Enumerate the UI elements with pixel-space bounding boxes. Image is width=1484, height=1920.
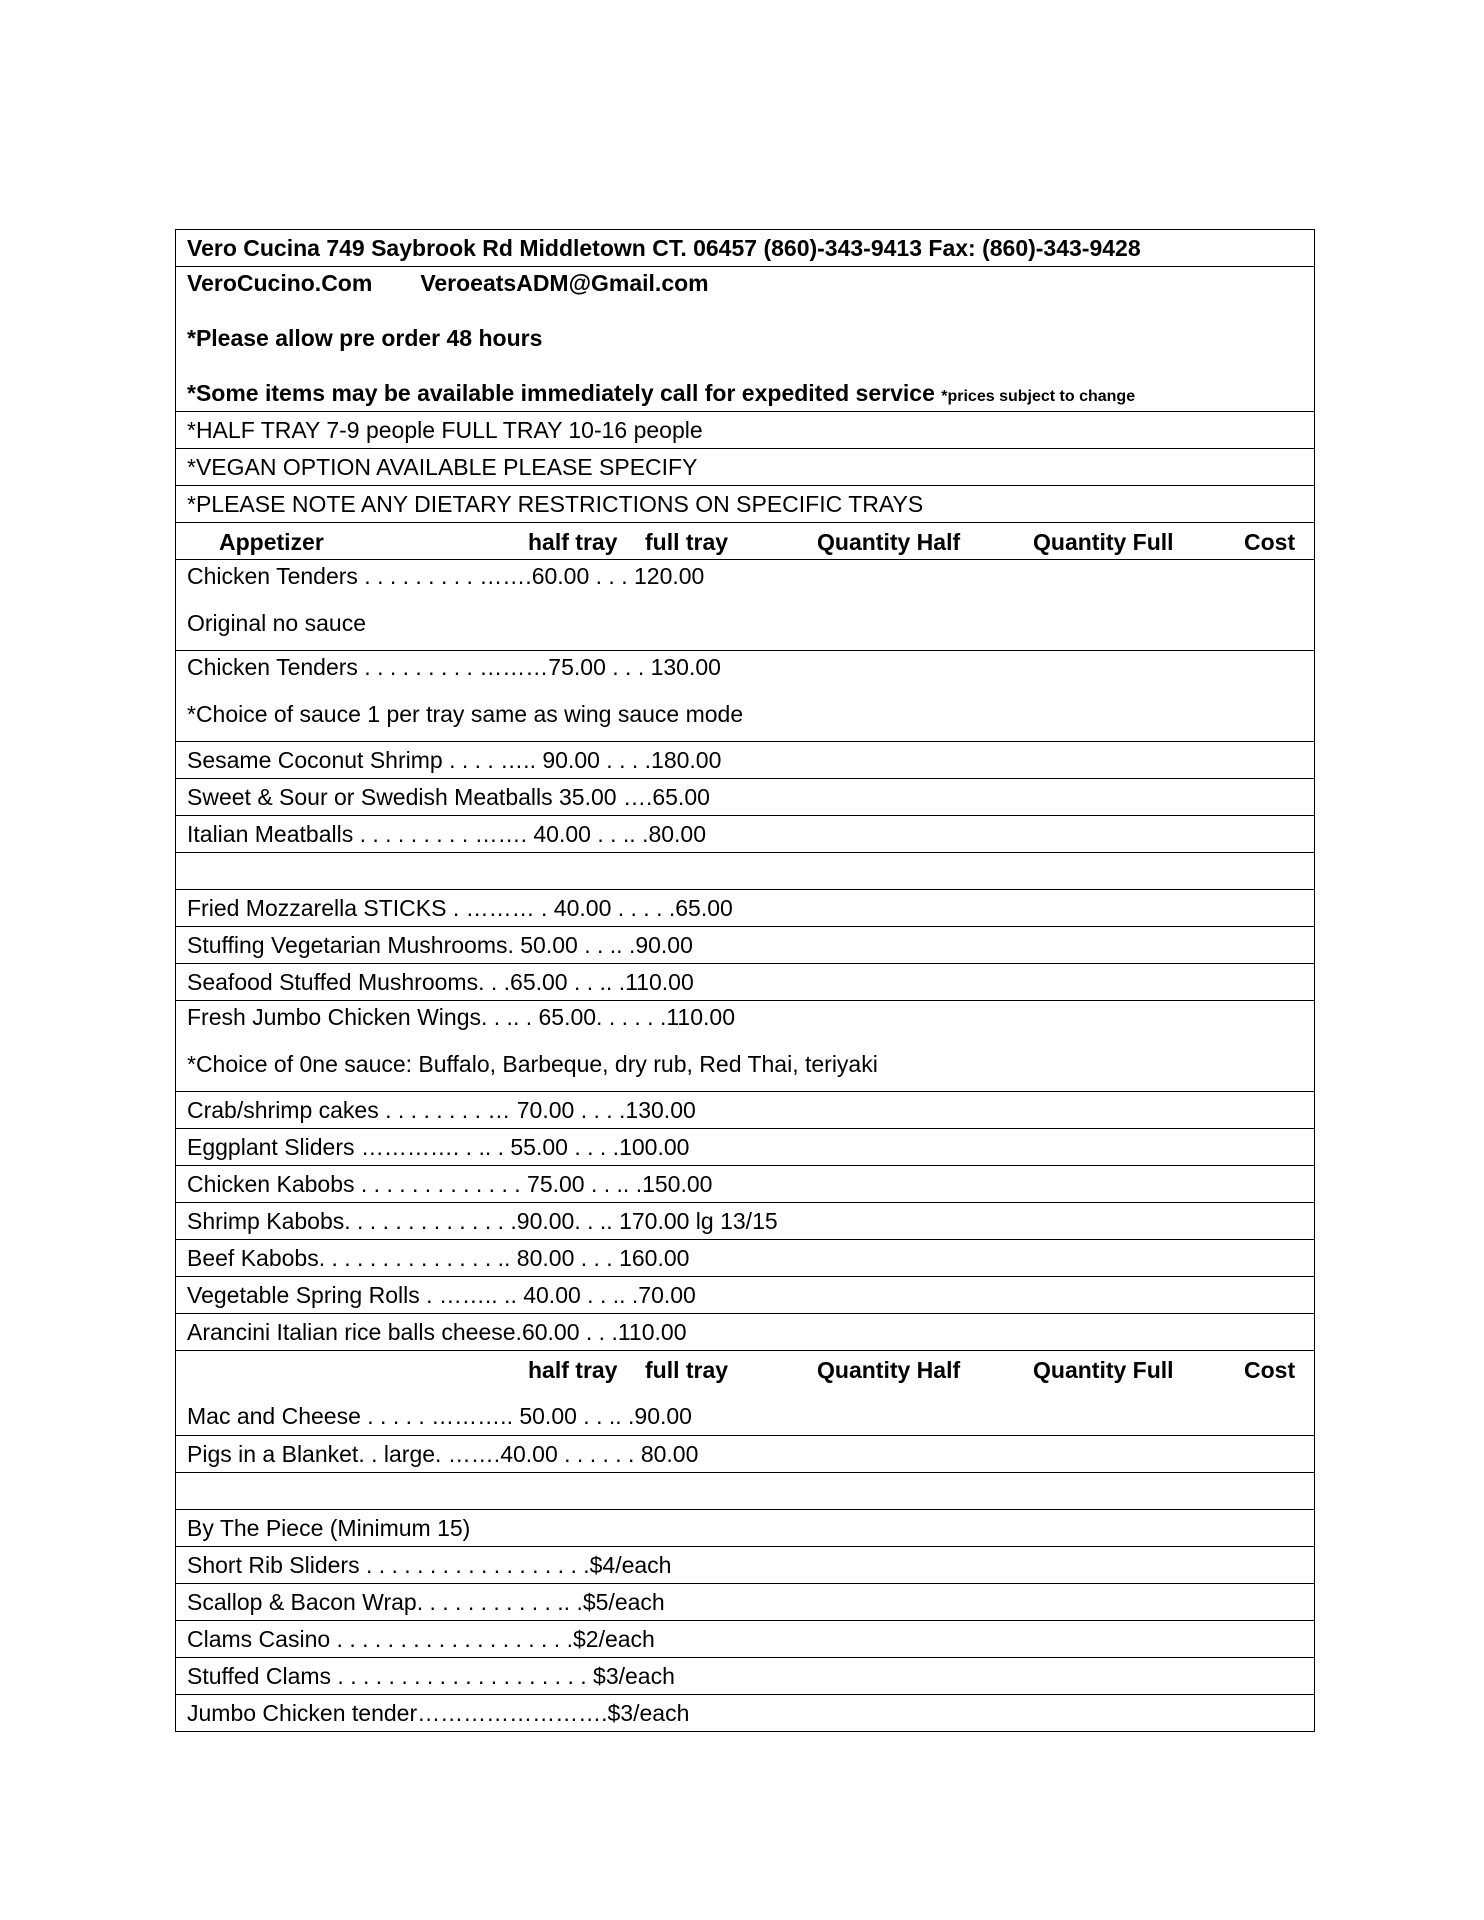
table-row bbox=[176, 1240, 1315, 1277]
table-row bbox=[176, 523, 1315, 560]
table-row bbox=[176, 964, 1315, 1001]
item-spring-rolls: Vegetable Spring Rolls . …….. .. 40.00 . . .. .70.00 bbox=[176, 1277, 1315, 1314]
table-row bbox=[176, 853, 1315, 890]
contact-block bbox=[176, 267, 1315, 412]
table-row bbox=[176, 560, 1315, 651]
col-full-tray: full tray bbox=[645, 1357, 729, 1383]
item-italian-meatballs: Italian Meatballs . . . . . . . . . ……. 40.00 . . .. .80.00 bbox=[176, 816, 1315, 853]
table-row bbox=[176, 1473, 1315, 1510]
table-row bbox=[176, 1001, 1315, 1092]
col-cost: Cost bbox=[1244, 1357, 1296, 1383]
preorder-note: *Please allow pre order 48 hours bbox=[187, 325, 543, 351]
item-eggplant-sliders: Eggplant Sliders …………. . .. . 55.00 . . . .100.00 bbox=[176, 1129, 1315, 1166]
item-subtitle: *Choice of sauce 1 per tray same as wing sauce mode bbox=[187, 701, 744, 727]
column-header-row-2 bbox=[176, 1351, 1315, 1436]
empty-row bbox=[176, 853, 1315, 890]
col-quantity-half: Quantity Half bbox=[817, 1357, 961, 1383]
catering-menu-table bbox=[175, 229, 1315, 1732]
table-row bbox=[176, 1092, 1315, 1129]
email-link[interactable]: VeroeatsADM@Gmail.com bbox=[420, 270, 709, 296]
table-row bbox=[176, 890, 1315, 927]
col-full-tray: full tray bbox=[645, 529, 729, 555]
item-beef-kabobs: Beef Kabobs. . . . . . . . . . . . . . .. 80.00 . . . 160.00 bbox=[176, 1240, 1315, 1277]
col-half-tray: half tray bbox=[528, 1357, 618, 1383]
col-cost: Cost bbox=[1244, 529, 1296, 555]
item-vegetarian-mushrooms: Stuffing Vegetarian Mushrooms. 50.00 . . .. .90.00 bbox=[176, 927, 1315, 964]
menu-sheet bbox=[175, 229, 1315, 1732]
expedited-note: *Some items may be available immediately call for expedited service bbox=[187, 380, 935, 406]
item-jumbo-chicken-tender: Jumbo Chicken tender…………………….$3/each bbox=[176, 1695, 1315, 1732]
item-shrimp-kabobs: Shrimp Kabobs. . . . . . . . . . . . . .90.00. . .. 170.00 lg 13/15 bbox=[176, 1203, 1315, 1240]
item-stuffed-clams: Stuffed Clams . . . . . . . . . . . . . . . . . . . . $3/each bbox=[176, 1658, 1315, 1695]
col-quantity-full: Quantity Full bbox=[1033, 529, 1174, 555]
table-row bbox=[176, 816, 1315, 853]
empty-row bbox=[176, 1473, 1315, 1510]
menu-item bbox=[176, 1001, 1315, 1092]
item-chicken-tenders-sauce: Chicken Tenders . . . . . . . . . ………75.00 . . . 130.00 bbox=[187, 654, 721, 680]
table-row bbox=[176, 1129, 1315, 1166]
table-row bbox=[176, 1277, 1315, 1314]
table-row bbox=[176, 1584, 1315, 1621]
table-row bbox=[176, 1547, 1315, 1584]
col-half-tray: half tray bbox=[528, 529, 618, 555]
col-quantity-half: Quantity Half bbox=[817, 529, 961, 555]
table-row bbox=[176, 1621, 1315, 1658]
table-row bbox=[176, 1510, 1315, 1547]
table-row bbox=[176, 651, 1315, 742]
item-pigs-in-blanket: Pigs in a Blanket. . large. …….40.00 . . . . . . 80.00 bbox=[176, 1436, 1315, 1473]
table-row bbox=[176, 1314, 1315, 1351]
menu-item bbox=[176, 651, 1315, 742]
menu-item bbox=[176, 560, 1315, 651]
table-row bbox=[176, 1658, 1315, 1695]
item-subtitle: *Choice of 0ne sauce: Buffalo, Barbeque, dry rub, Red Thai, teriyaki bbox=[187, 1051, 878, 1077]
item-chicken-tenders-original: Chicken Tenders . . . . . . . . . …….60.00 . . . 120.00 bbox=[187, 563, 705, 589]
item-clams-casino: Clams Casino . . . . . . . . . . . . . . . . . . .$2/each bbox=[176, 1621, 1315, 1658]
item-sesame-coconut-shrimp: Sesame Coconut Shrimp . . . . ….. 90.00 . . . .180.00 bbox=[176, 742, 1315, 779]
item-mac-and-cheese: Mac and Cheese . . . . . ……….. 50.00 . . .. .90.00 bbox=[187, 1403, 692, 1429]
col-quantity-full: Quantity Full bbox=[1033, 1357, 1174, 1383]
table-row bbox=[176, 1203, 1315, 1240]
item-chicken-kabobs: Chicken Kabobs . . . . . . . . . . . . . 75.00 . . .. .150.00 bbox=[176, 1166, 1315, 1203]
table-row bbox=[176, 779, 1315, 816]
website-link[interactable]: VeroCucino.Com bbox=[187, 270, 373, 296]
column-header-row bbox=[176, 523, 1315, 560]
item-chicken-wings: Fresh Jumbo Chicken Wings. . .. . 65.00. . . . . .110.00 bbox=[187, 1004, 735, 1030]
col-appetizer: Appetizer bbox=[219, 529, 324, 555]
table-row bbox=[176, 927, 1315, 964]
section-title-by-the-piece: By The Piece (Minimum 15) bbox=[176, 1510, 1315, 1547]
item-crab-cakes: Crab/shrimp cakes . . . . . . . . … 70.00 . . . .130.00 bbox=[176, 1092, 1315, 1129]
item-short-rib-sliders: Short Rib Sliders . . . . . . . . . . . . . . . . . .$4/each bbox=[176, 1547, 1315, 1584]
item-arancini: Arancini Italian rice balls cheese.60.00 . . .110.00 bbox=[176, 1314, 1315, 1351]
table-row bbox=[176, 1351, 1315, 1436]
item-sweet-sour-meatballs: Sweet & Sour or Swedish Meatballs 35.00 ….65.00 bbox=[176, 779, 1315, 816]
table-row bbox=[176, 1695, 1315, 1732]
table-row bbox=[176, 486, 1315, 523]
item-scallop-bacon-wrap: Scallop & Bacon Wrap. . . . . . . . . . . .. .$5/each bbox=[176, 1584, 1315, 1621]
table-row bbox=[176, 1166, 1315, 1203]
price-note: *prices subject to change bbox=[941, 388, 1136, 405]
table-row bbox=[176, 742, 1315, 779]
note-tray-size: *HALF TRAY 7-9 people FULL TRAY 10-16 people bbox=[176, 412, 1315, 449]
item-subtitle: Original no sauce bbox=[187, 610, 366, 636]
restaurant-address: Vero Cucina 749 Saybrook Rd Middletown CT. 06457 (860)-343-9413 Fax: (860)-343-9428 bbox=[176, 230, 1315, 267]
item-mozzarella-sticks: Fried Mozzarella STICKS . ……… . 40.00 . . . . .65.00 bbox=[176, 890, 1315, 927]
item-seafood-mushrooms: Seafood Stuffed Mushrooms. . .65.00 . . .. .110.00 bbox=[176, 964, 1315, 1001]
table-row bbox=[176, 267, 1315, 412]
table-row bbox=[176, 1436, 1315, 1473]
table-row bbox=[176, 449, 1315, 486]
table-row bbox=[176, 412, 1315, 449]
note-vegan: *VEGAN OPTION AVAILABLE PLEASE SPECIFY bbox=[176, 449, 1315, 486]
table-row bbox=[176, 230, 1315, 267]
note-dietary: *PLEASE NOTE ANY DIETARY RESTRICTIONS ON SPECIFIC TRAYS bbox=[176, 486, 1315, 523]
